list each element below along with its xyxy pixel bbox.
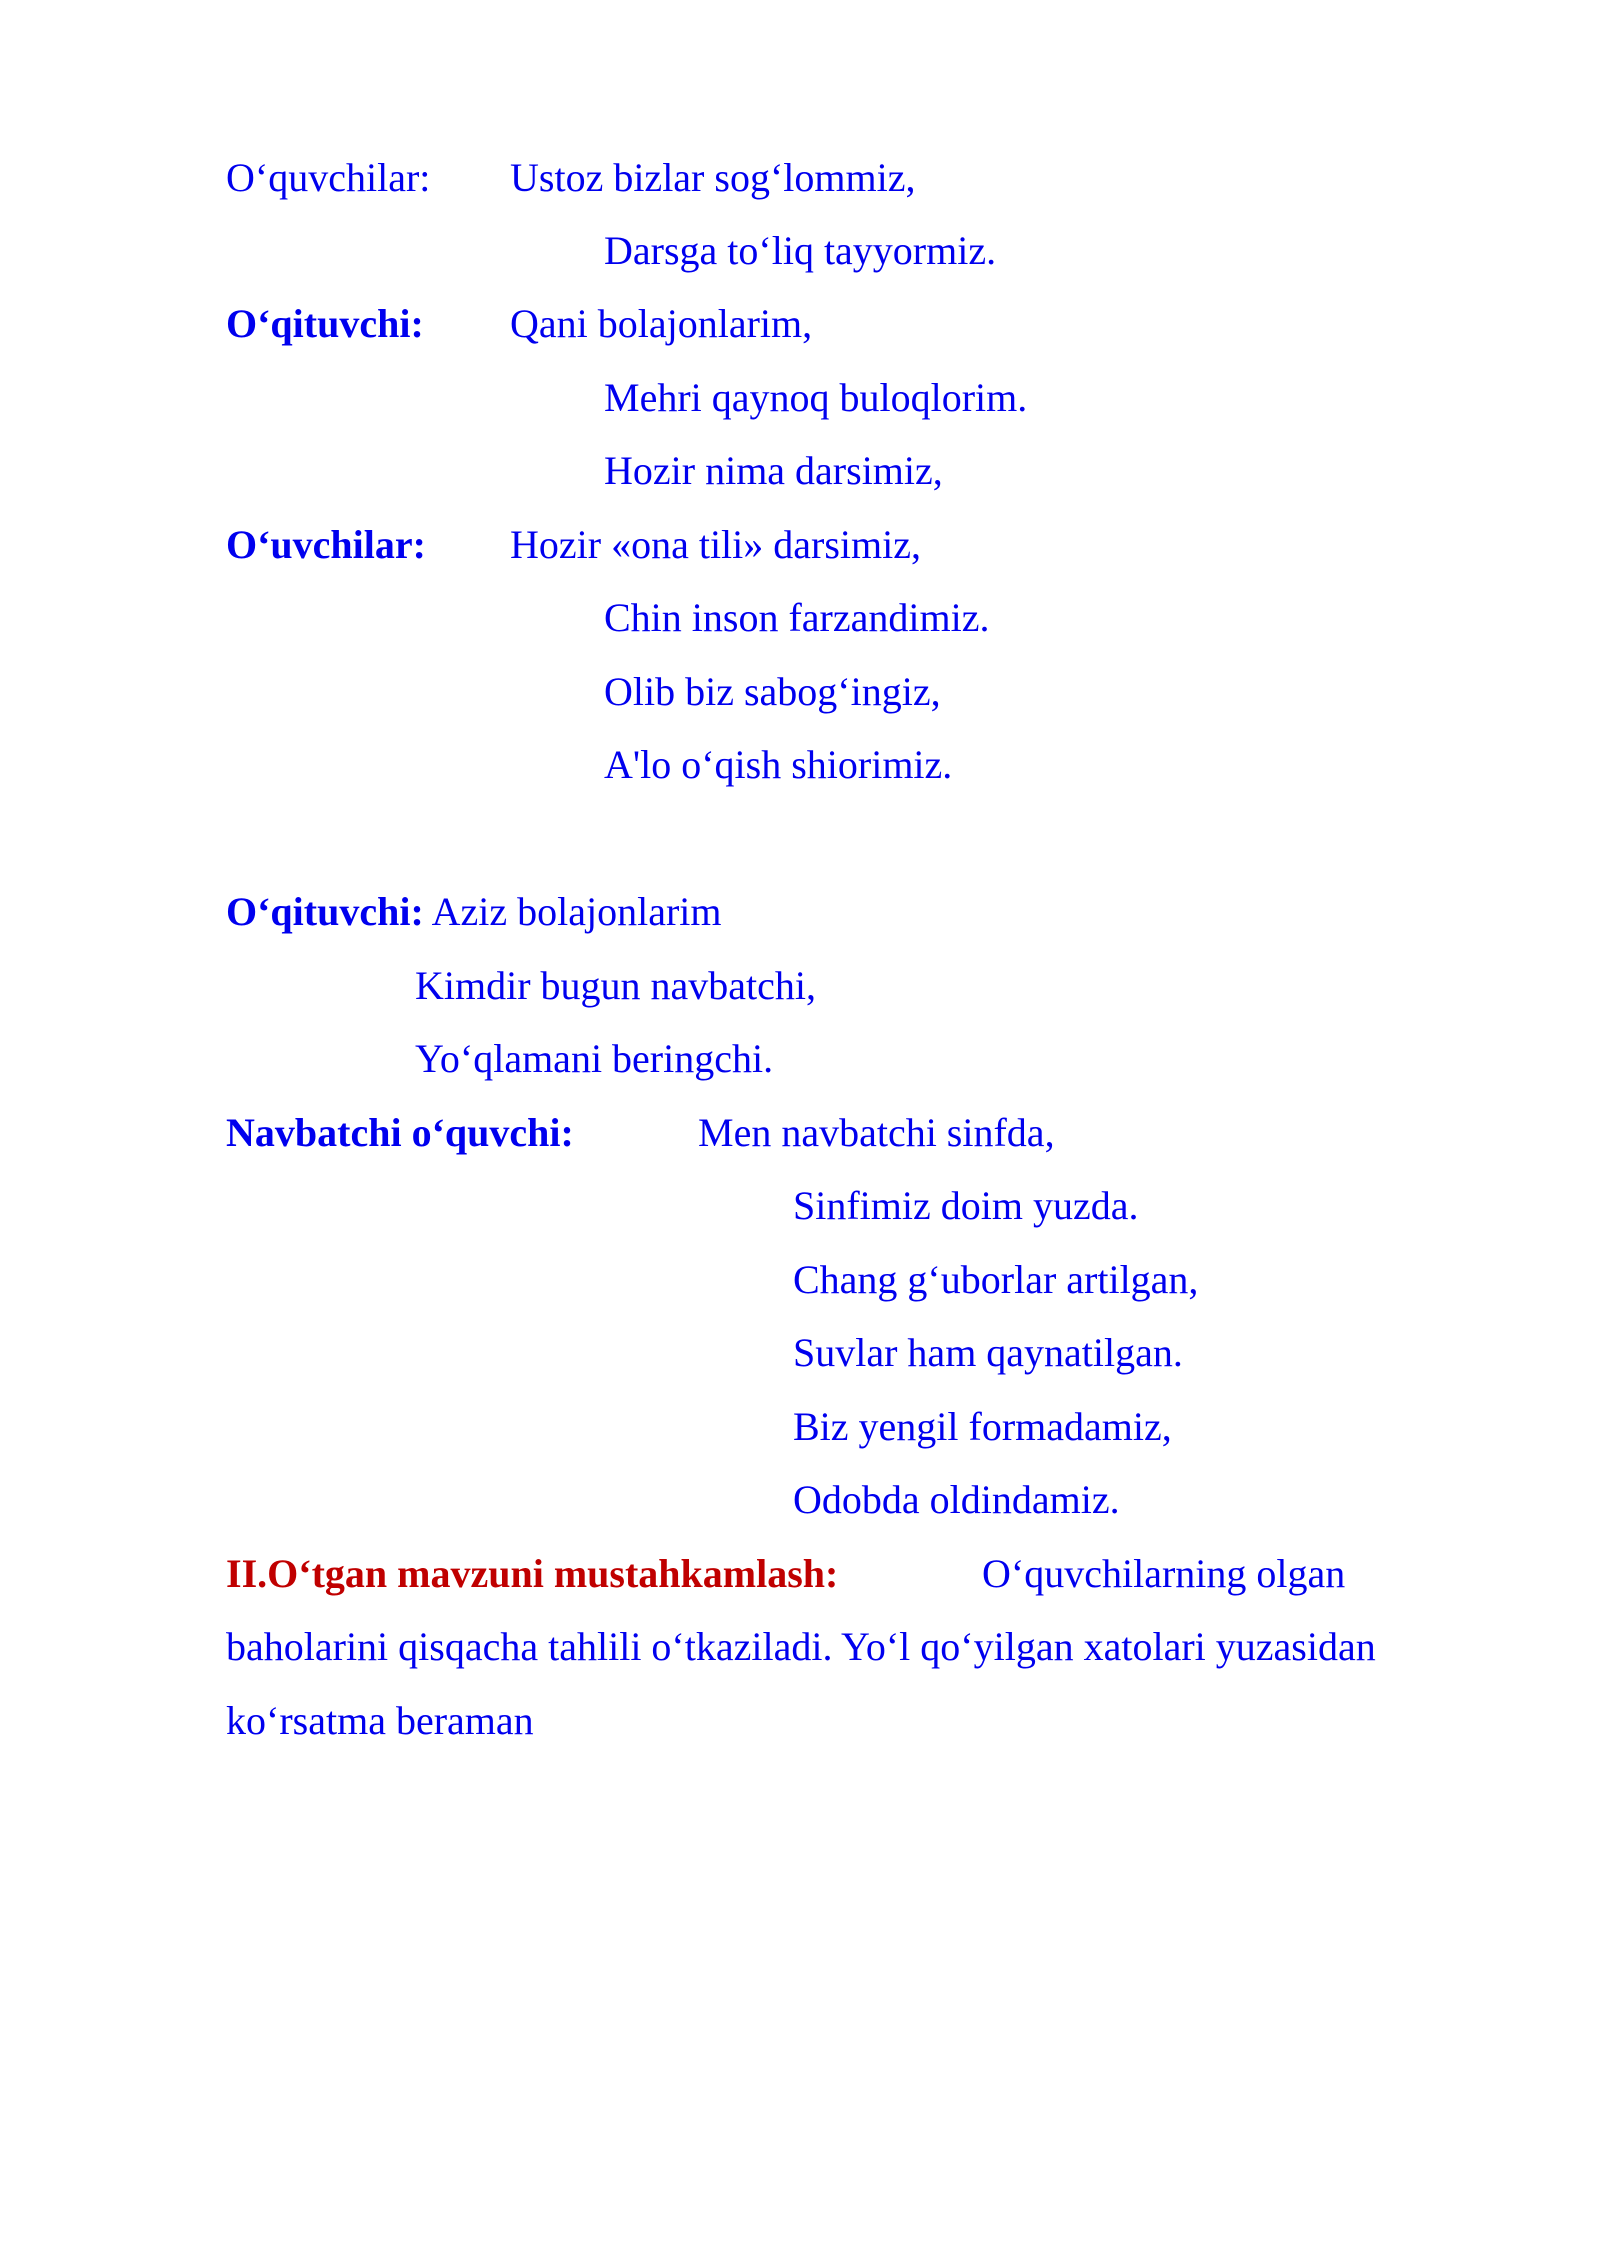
speaker-label-pupils: O‘uvchilar: — [226, 522, 426, 567]
paragraph-line: baholarini qisqacha tahlili o‘tkaziladi. Yo‘l qo‘yilgan xatolari yuzasidan — [226, 1624, 1376, 1669]
verse-line: Sinfimiz doim yuzda. — [793, 1183, 1139, 1228]
verse-line: Ustoz bizlar sog‘lommiz, — [510, 155, 916, 200]
verse-line: Mehri qaynoq buloqlorim. — [604, 375, 1028, 420]
verse-line: Hozir nima darsimiz, — [604, 448, 943, 493]
verse-line: Chin inson farzandimiz. — [604, 595, 990, 640]
verse-line: A'lo o‘qish shiorimiz. — [604, 742, 953, 787]
verse-line: Men navbatchi sinfda, — [698, 1110, 1055, 1155]
verse-line: Biz yengil formadamiz, — [793, 1404, 1172, 1449]
verse-line: Odobda oldindamiz. — [793, 1477, 1120, 1522]
verse-line: Chang g‘uborlar artilgan, — [793, 1257, 1199, 1302]
section-heading: II.O‘tgan mavzuni mustahkamlash: — [226, 1551, 839, 1596]
verse-line: Aziz bolajonlarim — [431, 889, 722, 934]
verse-line: Kimdir bugun navbatchi, — [415, 963, 817, 1008]
speaker-label-teacher: O‘qituvchi: — [226, 889, 424, 934]
verse-line: Olib biz sabog‘ingiz, — [604, 669, 941, 714]
speaker-label-duty-pupil: Navbatchi o‘quvchi: — [226, 1110, 574, 1155]
speaker-label-pupils: O‘quvchilar: — [226, 155, 431, 200]
verse-line: Yo‘qlamani beringchi. — [415, 1036, 774, 1081]
verse-line: Qani bolajonlarim, — [510, 301, 813, 346]
verse-line: Hozir «ona tili» darsimiz, — [510, 522, 922, 567]
paragraph-line: O‘quvchilarning olgan — [982, 1551, 1346, 1596]
verse-line: Darsga to‘liq tayyormiz. — [604, 228, 997, 273]
verse-line: Suvlar ham qaynatilgan. — [793, 1330, 1183, 1375]
paragraph-line: ko‘rsatma beraman — [226, 1698, 534, 1743]
teacher-line — [226, 889, 722, 934]
speaker-label-teacher: O‘qituvchi: — [226, 301, 424, 346]
